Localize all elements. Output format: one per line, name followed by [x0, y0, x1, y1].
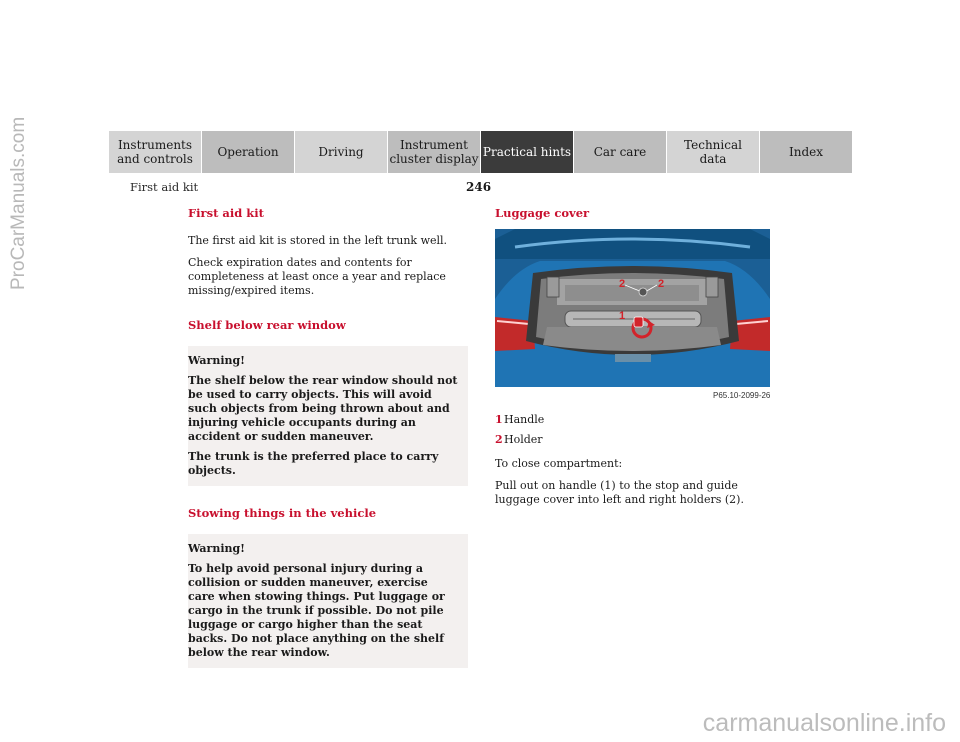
shelf-warning-box [188, 346, 468, 486]
tab-practical-hints[interactable]: Practical hints [481, 131, 574, 173]
tab-index[interactable]: Index [760, 131, 852, 173]
tab-instrument-cluster-display[interactable]: Instrument cluster display [388, 131, 481, 173]
callout-holder-left: 2 [619, 278, 626, 290]
shelf-warning-text-2: The trunk is the preferred place to carry objects. [188, 450, 439, 477]
left-column [188, 206, 468, 668]
close-compartment-intro: To close compartment: [495, 457, 623, 470]
shelf-heading: Shelf below rear window [188, 318, 346, 332]
luggage-cover-illustration [495, 229, 770, 401]
chapter-tab-bar [109, 131, 852, 173]
tab-instruments-and-controls[interactable]: Instruments and controls [109, 131, 202, 173]
close-compartment-instruction: Pull out on handle (1) to the stop and guide luggage cover into left and right holders (2). [495, 479, 744, 506]
running-header-title: First aid kit [130, 180, 199, 194]
legend-item [495, 433, 770, 447]
shelf-warning-title: Warning! [188, 354, 246, 367]
tab-driving[interactable]: Driving [295, 131, 388, 173]
stowing-warning-title: Warning! [188, 542, 246, 555]
side-watermark: ProCarManuals.com [8, 116, 29, 290]
legend-number: 2 [495, 433, 503, 446]
figure-legend [495, 413, 770, 447]
tab-operation[interactable]: Operation [202, 131, 295, 173]
legend-text: Holder [504, 433, 543, 446]
bottom-watermark: carmanualsonline.info [702, 709, 946, 737]
page-number: 246 [466, 180, 492, 194]
first-aid-heading: First aid kit [188, 206, 264, 220]
shelf-warning-text-1: The shelf below the rear window should not be used to carry objects. This will avoid such objects from being thrown about and injuring vehicle occupants during an accident or sudden maneuver. [188, 374, 458, 443]
stowing-heading: Stowing things in the vehicle [188, 506, 377, 520]
legend-number: 1 [495, 413, 503, 426]
first-aid-paragraph-1: The first aid kit is stored in the left trunk well. [188, 234, 448, 247]
tab-technical-data[interactable]: Technical data [667, 131, 760, 173]
callout-holder-right: 2 [658, 278, 665, 290]
callout-handle: 1 [619, 310, 626, 322]
stowing-warning-box [188, 534, 468, 668]
figure-code: P65.10-2099-26 [713, 391, 770, 400]
luggage-cover-heading: Luggage cover [495, 206, 590, 220]
right-column [495, 206, 770, 515]
legend-text: Handle [504, 413, 545, 426]
legend-item [495, 413, 770, 427]
stowing-warning-text: To help avoid personal injury during a collision or sudden maneuver, exercise care when stowing things. Put luggage or cargo in the trunk if possible. Do not pile luggage or cargo higher than the seat backs. Do not place anything on the shelf below the rear window. [188, 562, 445, 659]
first-aid-paragraph-2: Check expiration dates and contents for completeness at least once a year and replace missing/expired items. [188, 256, 446, 297]
tab-car-care[interactable]: Car care [574, 131, 667, 173]
